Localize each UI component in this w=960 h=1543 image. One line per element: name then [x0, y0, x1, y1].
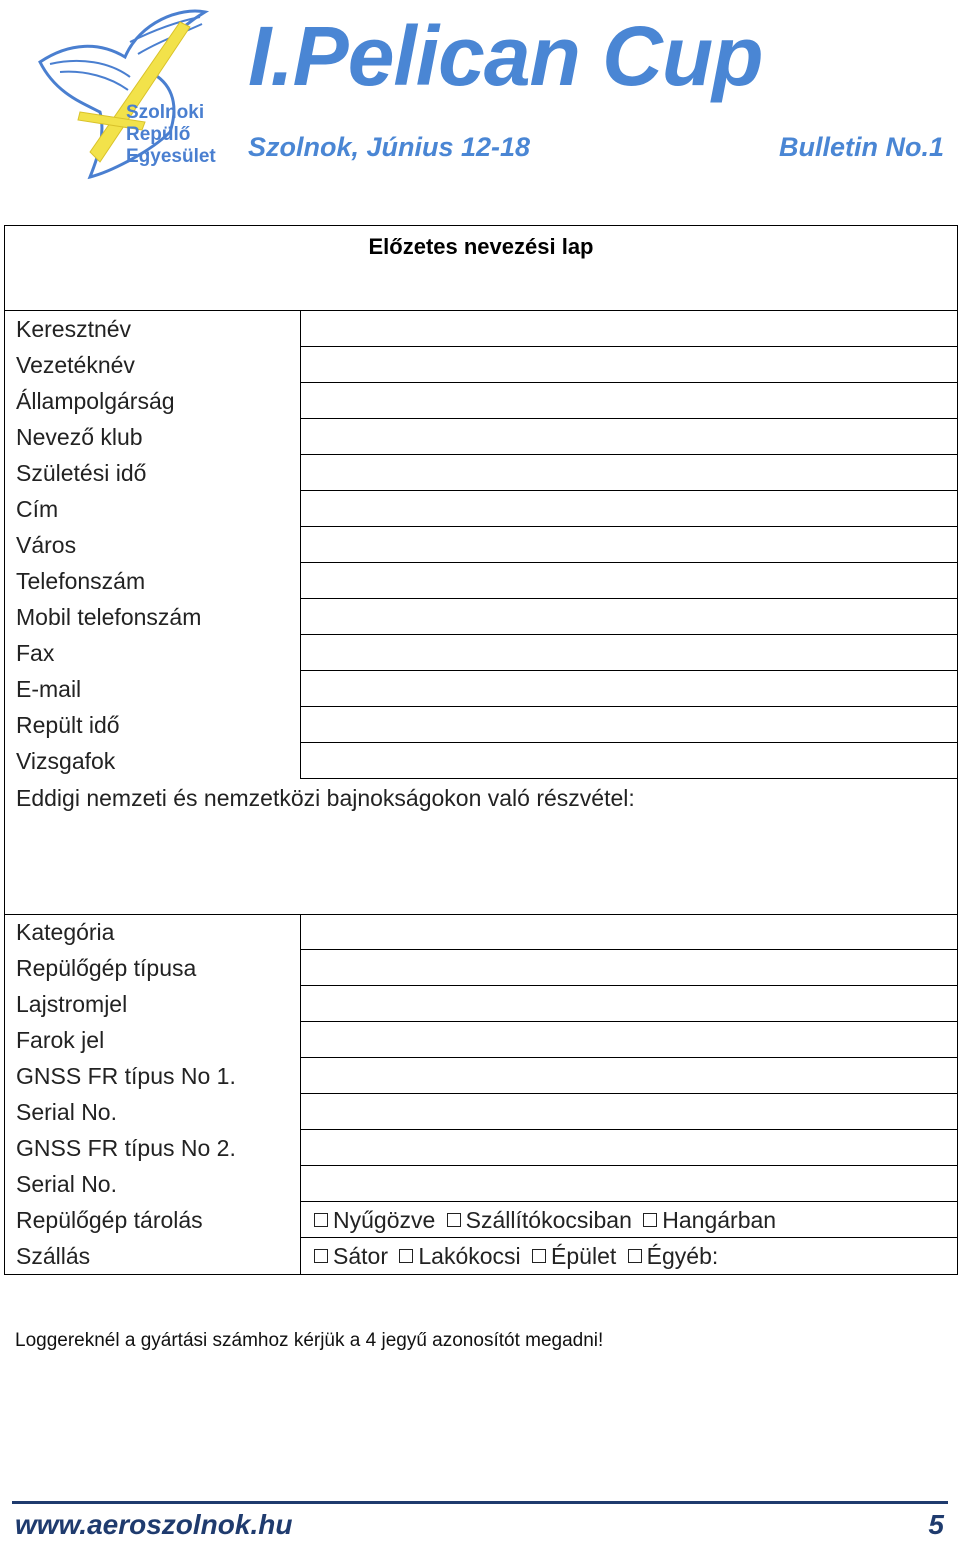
field-label: Repülőgép tárolás [16, 1207, 203, 1233]
field-row-last-name [5, 347, 957, 383]
field-input-gnss-type-2[interactable] [300, 1130, 957, 1166]
field-input-fax[interactable] [300, 635, 957, 671]
field-input-city[interactable] [300, 527, 957, 563]
club-logo-text [126, 102, 236, 168]
field-input-license-level[interactable] [300, 743, 957, 779]
field-input-serial-2[interactable] [300, 1166, 957, 1202]
field-row-license-level [5, 743, 957, 779]
accommodation-option-caravan: Lakókocsi [418, 1243, 521, 1269]
field-input-registration[interactable] [300, 986, 957, 1022]
field-input-gnss-type-1[interactable] [300, 1058, 957, 1094]
field-row-registration [5, 986, 957, 1022]
accommodation-option-other: Égyéb: [646, 1243, 719, 1269]
field-input-club[interactable] [300, 419, 957, 455]
field-label: GNSS FR típus No 2. [16, 1135, 236, 1161]
field-row-email [5, 671, 957, 707]
field-row-storage [5, 1202, 957, 1238]
field-label: Kategória [16, 919, 115, 945]
field-label: Serial No. [16, 1099, 117, 1125]
field-row-category [5, 914, 957, 950]
field-row-flight-time [5, 707, 957, 743]
field-label: Telefonszám [16, 568, 146, 594]
field-label: GNSS FR típus No 1. [16, 1063, 236, 1089]
participation-field[interactable] [5, 780, 957, 915]
field-row-phone [5, 563, 957, 599]
field-label: Születési idő [16, 460, 147, 486]
field-row-address [5, 491, 957, 527]
field-input-birth-date[interactable] [300, 455, 957, 491]
field-label: Vizsgafok [16, 748, 116, 774]
field-row-accommodation [5, 1238, 957, 1274]
field-input-aircraft-type[interactable] [300, 950, 957, 986]
checkbox-icon[interactable] [628, 1249, 642, 1263]
page-number: 5 [928, 1509, 944, 1540]
field-row-serial-2 [5, 1166, 957, 1202]
field-label: Nevező klub [16, 424, 143, 450]
field-row-club [5, 419, 957, 455]
checkbox-icon[interactable] [643, 1213, 657, 1227]
form-title-text: Előzetes nevezési lap [368, 234, 594, 259]
field-label: Szállás [16, 1243, 91, 1269]
accommodation-option-tent: Sátor [333, 1243, 388, 1269]
field-input-mobile[interactable] [300, 599, 957, 635]
field-label: Farok jel [16, 1027, 105, 1053]
field-label: Lajstromjel [16, 991, 128, 1017]
field-input-address[interactable] [300, 491, 957, 527]
field-label: Város [16, 532, 77, 558]
storage-options [310, 1207, 776, 1234]
field-row-first-name [5, 311, 957, 347]
checkbox-icon[interactable] [447, 1213, 461, 1227]
field-row-citizenship [5, 383, 957, 419]
logger-note: Loggereknél a gyártási számhoz kérjük a 4 jegyű azonosítót megadni! [15, 1330, 604, 1351]
field-label: Mobil telefonszám [16, 604, 202, 630]
checkbox-icon[interactable] [532, 1249, 546, 1263]
field-row-tail-mark [5, 1022, 957, 1058]
logo-line-1: Szolnoki [126, 102, 205, 123]
checkbox-icon[interactable] [399, 1249, 413, 1263]
field-label: Keresztnév [16, 316, 132, 342]
field-row-aircraft-type [5, 950, 957, 986]
field-input-last-name[interactable] [300, 347, 957, 383]
field-row-city [5, 527, 957, 563]
field-label: Vezetéknév [16, 352, 135, 378]
logo-line-2: Repülő [126, 124, 191, 145]
field-label: Állampolgárság [16, 388, 175, 414]
logo-line-3: Egyesület [126, 146, 216, 167]
field-label: Repült idő [16, 712, 120, 738]
field-row-fax [5, 635, 957, 671]
field-input-category[interactable] [300, 914, 957, 950]
storage-option-trailer: Szállítókocsiban [465, 1207, 632, 1233]
field-input-phone[interactable] [300, 563, 957, 599]
field-input-serial-1[interactable] [300, 1094, 957, 1130]
form-title [5, 226, 957, 311]
field-input-first-name[interactable] [300, 311, 957, 347]
bulletin-number: Bulletin No.1 [778, 132, 944, 162]
field-row-mobile [5, 599, 957, 635]
field-row-gnss-type-1 [5, 1058, 957, 1094]
field-row-gnss-type-2 [5, 1130, 957, 1166]
field-label: E-mail [16, 676, 82, 702]
event-title: I.Pelican Cup [248, 9, 763, 103]
storage-option-rigged: Nyűgözve [333, 1207, 436, 1233]
entry-form-table [4, 225, 958, 1275]
footer-divider [12, 1501, 948, 1504]
field-input-tail-mark[interactable] [300, 1022, 957, 1058]
field-input-flight-time[interactable] [300, 707, 957, 743]
field-input-email[interactable] [300, 671, 957, 707]
field-row-birth-date [5, 455, 957, 491]
field-label: Serial No. [16, 1171, 117, 1197]
field-row-serial-1 [5, 1094, 957, 1130]
footer-website-link[interactable]: www.aeroszolnok.hu [15, 1509, 293, 1540]
field-label: Repülőgép típusa [16, 955, 197, 981]
field-label: Cím [16, 496, 59, 522]
event-location-date: Szolnok, Június 12-18 [248, 132, 531, 162]
checkbox-icon[interactable] [314, 1213, 328, 1227]
participation-label: Eddigi nemzeti és nemzetközi bajnokságokon való részvétel: [16, 785, 635, 811]
checkbox-icon[interactable] [314, 1249, 328, 1263]
accommodation-options [310, 1243, 718, 1270]
storage-option-hangar: Hangárban [662, 1207, 777, 1233]
field-input-citizenship[interactable] [300, 383, 957, 419]
accommodation-option-building: Épület [551, 1243, 617, 1269]
field-label: Fax [16, 640, 55, 666]
